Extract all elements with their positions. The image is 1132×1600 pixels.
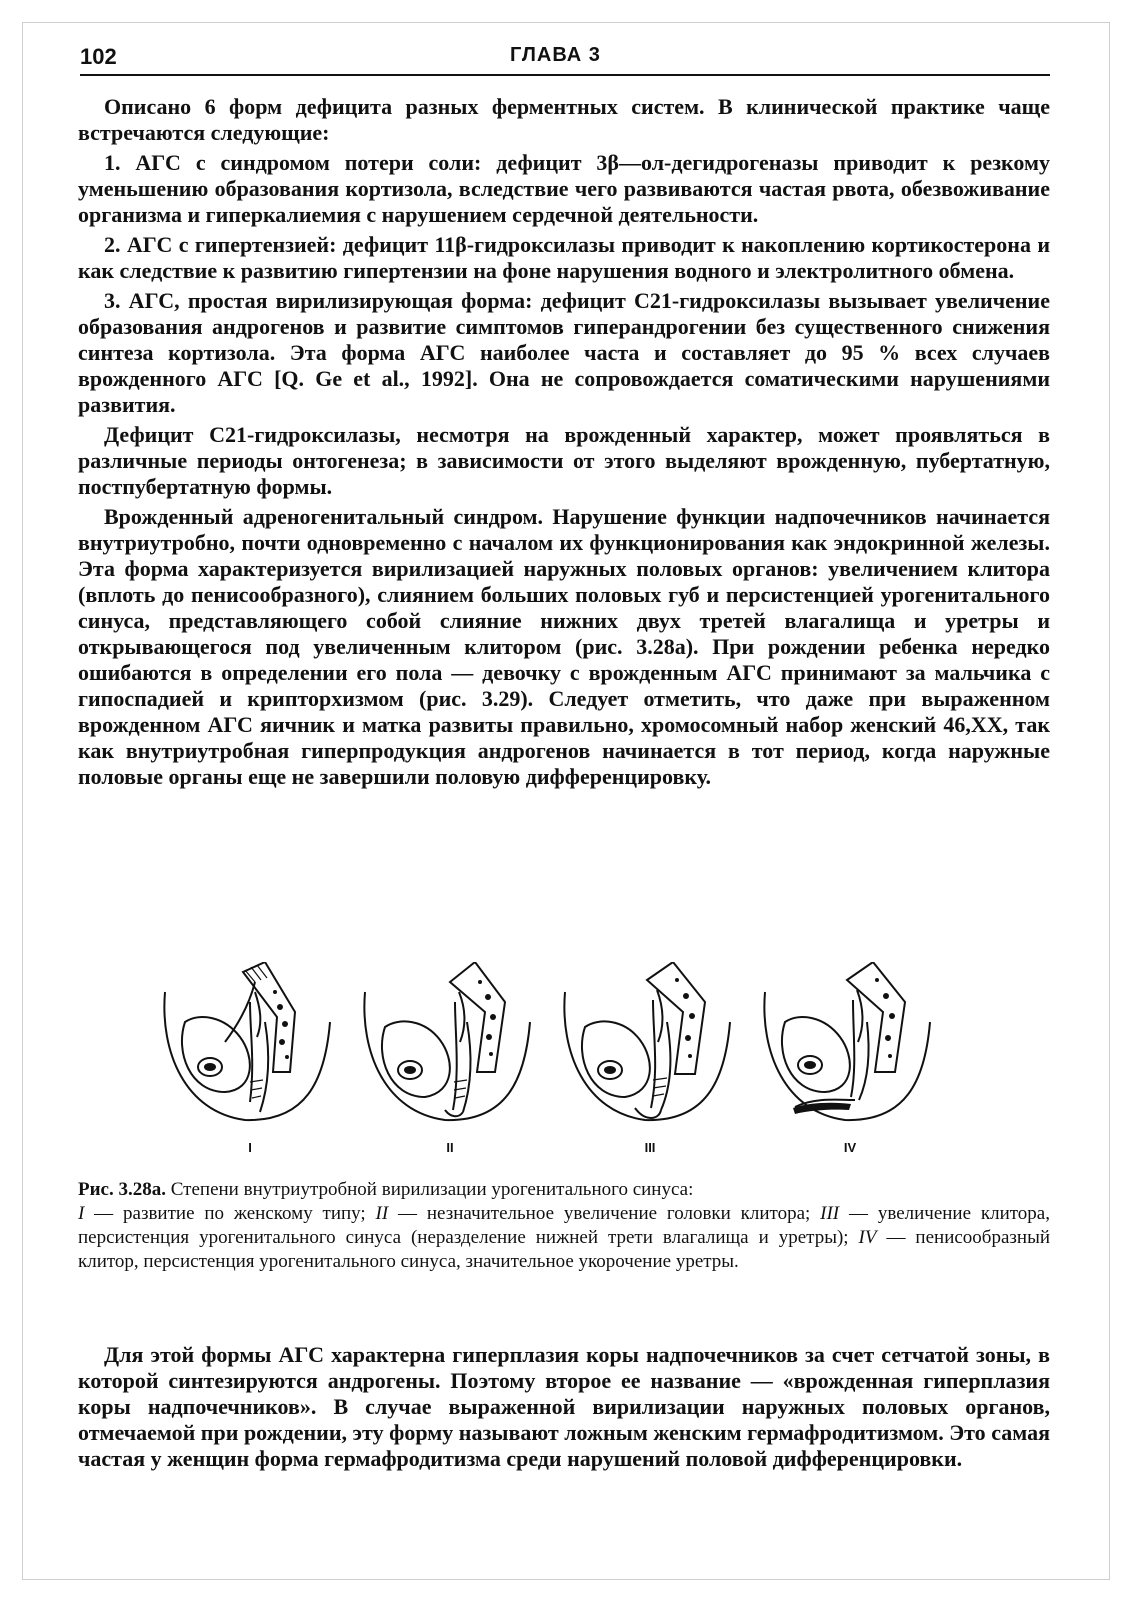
- anatomy-illustration: [755, 962, 945, 1132]
- paragraph-intro: Описано 6 форм дефицита разных ферментных систем. В клинической практике чаще встречаются следующие:: [78, 94, 1050, 145]
- caption-mark-3: III: [820, 1203, 840, 1224]
- paragraph-virilizing: 3. АГС, простая вирилизирующая форма: дефицит С21-гидроксилазы вызывает увеличение образования андрогенов и развитие симптомов гиперандрогении без существенного снижения синтеза кортизола. Эта форма АГС наиболее часта и составляет до 95 % всех случаев врожденного АГС [Q. Ge et al., 1992]. Она не сопровождается соматическими нарушениями развития.: [78, 288, 1050, 417]
- anatomy-illustration: [155, 962, 345, 1132]
- figure-panel-2: [355, 962, 545, 1162]
- body-text-top: [78, 94, 1050, 794]
- paragraph-congenital: [78, 504, 1050, 790]
- caption-text-1: — развитие по женскому типу;: [84, 1203, 376, 1224]
- caption-text-4: — пенисообразный клитор, персистенция урогенитального синуса, значительное укорочение уретры.: [78, 1227, 1051, 1272]
- caption-text-3: — увеличение клитора, персистенция урогенитального синуса (неразделение нижней трети влагалища и уретры);: [78, 1203, 1050, 1248]
- page-number: 102: [80, 44, 117, 69]
- figure-3-28a: [155, 962, 955, 1162]
- caption-mark-4: IV: [858, 1227, 877, 1248]
- paragraph-hyperplasia: Для этой формы АГС характерна гиперплазия коры надпочечников за счет сетчатой зоны, в которой синтезируются андрогены. Поэтому второе ее название — «врожденная гиперплазия коры надпочечников». В случае выраженной вирилизации наружных половых органов, отмечаемой при рождении, эту форму называют ложным женским гермафродитизмом. Это самая частая у женщин форма гермафродитизма среди нарушений половой дифференцировки.: [78, 1342, 1050, 1471]
- caption-label: Рис. 3.28а.: [78, 1179, 166, 1200]
- caption-mark-2: II: [375, 1203, 389, 1224]
- panel-label-4: IV: [843, 1140, 857, 1155]
- page-header: [80, 44, 1050, 76]
- panel-label-1: I: [248, 1140, 252, 1155]
- paragraph-congenital-text: Нарушение функции надпочечников начинается внутриутробно, почти одновременно с началом их функционирования как эндокринной железы. Эта форма характеризуется вирилизацией наружных половых органов: увеличением клитора (вплоть до пенисообразного), слиянием больших половых губ и персистенцией урогенитального синуса, представляющего собой слияние нижних двух третей влагалища и уретры и открывающегося под увеличенным клитором (рис. 3.28а). При рождении ребенка нередко ошибаются в определении его пола — девочку с врожденным АГС принимают за мальчика с гипоспадией и крипторхизмом (рис. 3.29). Следует отметить, что даже при выраженном врожденном АГС яичник и матка развиты правильно, хромосомный набор женский 46,XX, так как внутриутробная гиперпродукция андрогенов начинается в тот период, когда наружные половые органы еще не завершили половую дифференцировку.: [78, 504, 1051, 789]
- anatomy-illustration: [355, 962, 545, 1132]
- caption-title: Степени внутриутробной вирилизации урогенитального синуса:: [166, 1179, 694, 1200]
- body-text-bottom: [78, 1342, 1050, 1476]
- panel-label-3: III: [644, 1140, 656, 1155]
- paragraph-deficit-forms: Дефицит С21-гидроксилазы, несмотря на врожденный характер, может проявляться в различные периоды онтогенеза; в зависимости от этого выделяют врожденную, пубертатную, постпубертатную формы.: [78, 422, 1050, 499]
- paragraph-hypertension: 2. АГС с гипертензией: дефицит 11β-гидроксилазы приводит к накоплению кортикостерона и как следствие к развитию гипертензии на фоне нарушения водного и электролитного обмена.: [78, 232, 1050, 283]
- figure-panel-3: [555, 962, 745, 1162]
- run-in-heading: Врожденный адреногенитальный синдром.: [104, 504, 544, 529]
- caption-text-2: — незначительное увеличение головки клитора;: [388, 1203, 821, 1224]
- anatomy-illustration: [555, 962, 745, 1132]
- figure-panel-4: [755, 962, 945, 1162]
- figure-caption: [78, 1178, 1050, 1274]
- figure-panel-1: [155, 962, 345, 1162]
- caption-mark-1: I: [78, 1203, 85, 1224]
- running-head: ГЛАВА 3: [510, 44, 601, 66]
- paragraph-salt-loss: 1. АГС с синдромом потери соли: дефицит 3β—ол-дегидрогеназы приводит к резкому уменьшению образования кортизола, вследствие чего развиваются частая рвота, обезвоживание организма и гиперкалиемия с нарушением сердечной деятельности.: [78, 150, 1050, 227]
- panel-label-2: II: [446, 1140, 454, 1155]
